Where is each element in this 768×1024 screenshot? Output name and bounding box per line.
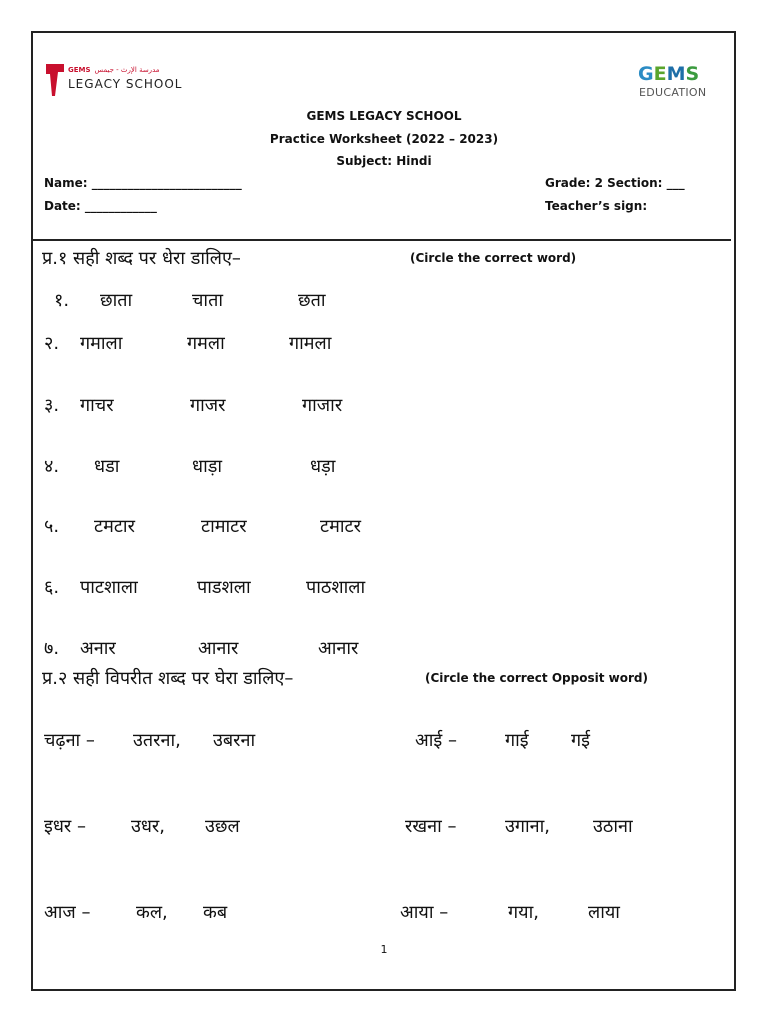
q1-row-num: ३.: [44, 395, 60, 416]
q1-word: गामला: [289, 333, 332, 354]
education-wordmark: EDUCATION: [639, 86, 707, 99]
q2-instruction-en: (Circle the correct Opposit word): [425, 671, 648, 685]
worksheet-title: Practice Worksheet (2022 – 2023): [269, 132, 499, 146]
q2-word: आई –: [415, 730, 457, 751]
q1-row-num: ५.: [44, 516, 60, 537]
q1-word: टमटार: [94, 516, 135, 537]
logo-school-name: LEGACY SCHOOL: [68, 77, 183, 91]
q1-row-num: ७.: [44, 638, 60, 659]
q1-instruction-en: (Circle the correct word): [410, 251, 577, 265]
q2-option: गया,: [508, 902, 539, 923]
date-field: Date: ____________: [44, 199, 157, 213]
q2-option: उतरना,: [133, 730, 181, 751]
q1-word: धाड़ा: [192, 456, 223, 477]
q1-word: धड़ा: [310, 456, 336, 477]
q1-word: पाडशला: [197, 577, 251, 598]
q2-option: उबरना: [213, 730, 256, 751]
q1-word: छता: [298, 290, 326, 311]
q1-word: चाता: [192, 290, 224, 311]
name-field: Name: _________________________: [44, 176, 242, 190]
q2-option: गाई: [505, 730, 529, 751]
header-divider: [33, 239, 731, 241]
q1-word: आनार: [318, 638, 359, 659]
page-number: 1: [380, 943, 388, 956]
q1-word: टमाटर: [320, 516, 361, 537]
q2-title: प्र.२ सही विपरीत शब्द पर घेरा डालिए–: [42, 668, 294, 689]
q1-row-num: २.: [44, 333, 60, 354]
q2-option: उठाना: [593, 816, 633, 837]
school-title: GEMS LEGACY SCHOOL: [306, 109, 462, 123]
q1-word: छाता: [100, 290, 133, 311]
q2-option: लाया: [588, 902, 620, 923]
q2-option: कब: [203, 902, 228, 923]
q1-row-num: १.: [54, 290, 70, 311]
q2-word: रखना –: [405, 816, 457, 837]
q2-option: उगाना,: [505, 816, 551, 837]
q1-word: पाटशाला: [80, 577, 138, 598]
q1-word: गमला: [187, 333, 225, 354]
q1-word: गाजार: [302, 395, 343, 416]
q2-word: आया –: [400, 902, 449, 923]
q2-word: चढ़ना –: [44, 730, 95, 751]
q2-option: कल,: [136, 902, 168, 923]
q1-word: धडा: [94, 456, 120, 477]
page-border: [31, 31, 736, 991]
q1-word: गाजर: [190, 395, 226, 416]
q2-word: इधर –: [44, 816, 86, 837]
q1-word: पाठशाला: [306, 577, 366, 598]
q2-word: आज –: [44, 902, 91, 923]
q2-option: गई: [571, 730, 590, 751]
gems-wordmark: GEMS: [638, 63, 700, 85]
q1-row-num: ४.: [44, 456, 60, 477]
q1-title: प्र.१ सही शब्द पर धेरा डालिए–: [42, 248, 241, 269]
q1-word: अनार: [80, 638, 116, 659]
teacher-sign-field: Teacher’s sign:: [545, 199, 648, 213]
q1-word: आनार: [198, 638, 239, 659]
q2-option: उधर,: [131, 816, 166, 837]
q1-word: गमाला: [80, 333, 123, 354]
gems-education-logo: [638, 63, 718, 103]
q2-option: उछल: [205, 816, 240, 837]
gems-flame-icon: [44, 62, 66, 98]
q1-row-num: ६.: [44, 577, 60, 598]
q1-word: टामाटर: [201, 516, 247, 537]
q1-word: गाचर: [80, 395, 114, 416]
logo-brand-small: GEMS مدرسة الإرث - جيمس: [68, 66, 160, 74]
subject-line: Subject: Hindi: [336, 154, 432, 168]
grade-section-field: Grade: 2 Section: ___: [545, 176, 685, 190]
